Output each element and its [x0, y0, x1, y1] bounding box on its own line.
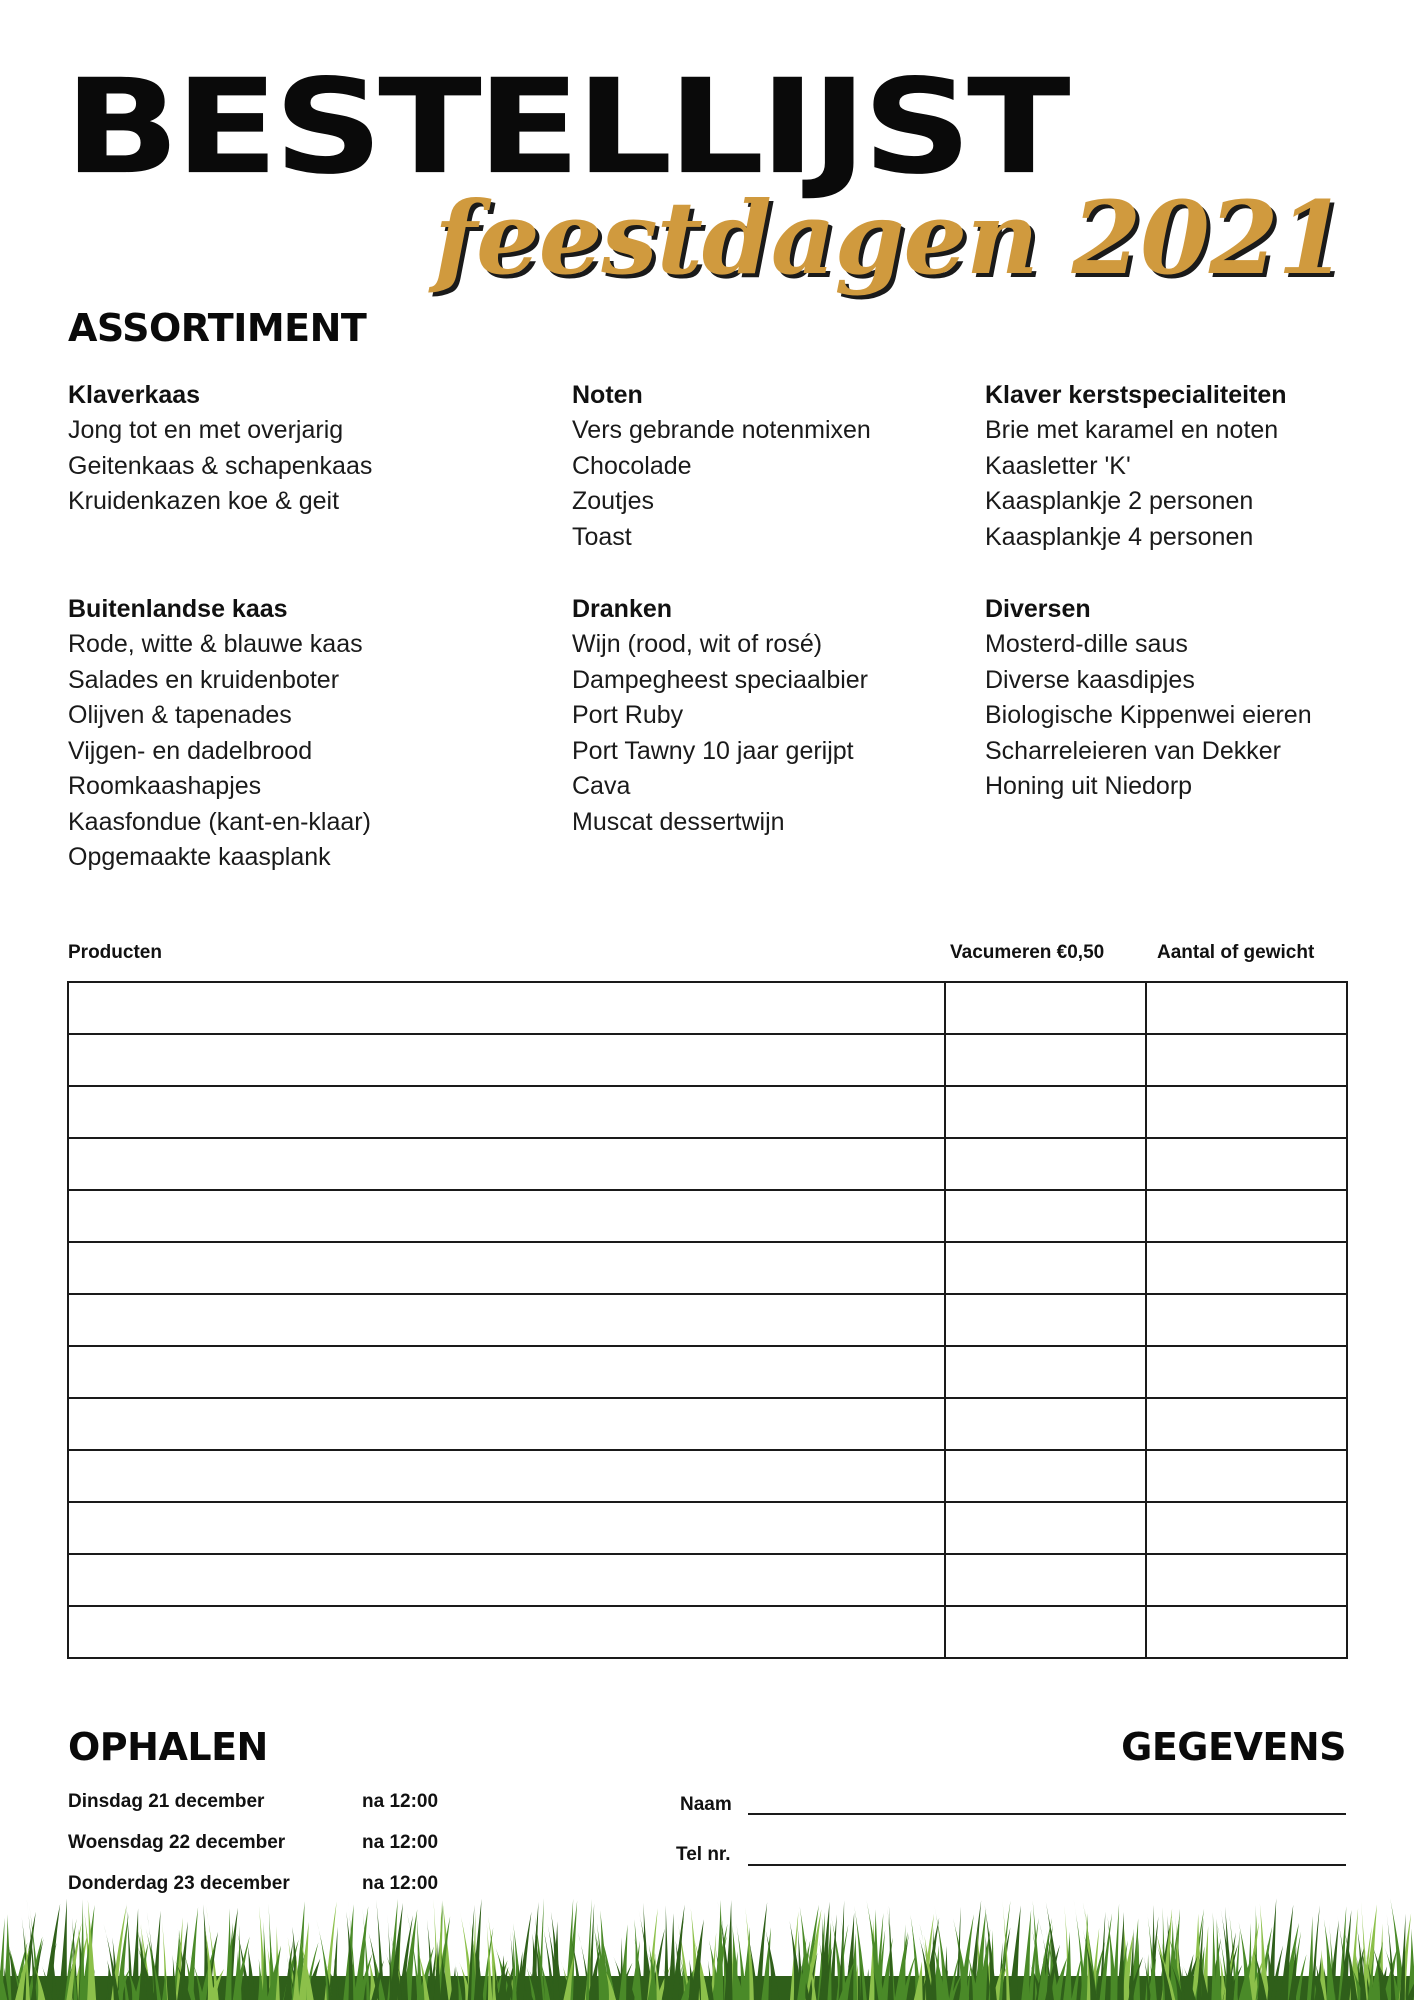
order-row	[68, 1554, 1347, 1606]
order-row	[68, 1606, 1347, 1658]
category-item: Dampegheest speciaalbier	[572, 665, 869, 694]
order-row	[68, 1138, 1347, 1190]
product-cell[interactable]	[68, 1086, 945, 1138]
product-cell[interactable]	[68, 1502, 945, 1554]
amount-cell[interactable]	[1146, 1034, 1347, 1086]
order-row	[68, 1346, 1347, 1398]
category-diversen	[985, 591, 1312, 805]
pickup-time: na 12:00	[362, 1873, 439, 1894]
category-item: Scharreleieren van Dekker	[985, 736, 1281, 765]
pickup-slot	[68, 1832, 438, 1854]
vacuum-cell[interactable]	[945, 1034, 1146, 1086]
vacuum-cell[interactable]	[945, 1086, 1146, 1138]
category-buitenlandse-kaas	[68, 591, 371, 876]
product-cell[interactable]	[68, 982, 945, 1034]
order-row	[68, 1502, 1347, 1554]
grass-blade	[634, 1919, 641, 2000]
name-label: Naam	[680, 1794, 732, 1815]
amount-cell[interactable]	[1146, 1554, 1347, 1606]
amount-cell[interactable]	[1146, 1242, 1347, 1294]
category-item: Jong tot en met overjarig	[68, 416, 344, 444]
product-cell[interactable]	[68, 1346, 945, 1398]
vacuum-cell[interactable]	[945, 1138, 1146, 1190]
amount-cell[interactable]	[1146, 982, 1347, 1034]
grass-blade	[225, 1908, 231, 2000]
category-item: Diverse kaasdipjes	[985, 665, 1195, 694]
order-row	[68, 982, 1347, 1034]
category-item: Port Tawny 10 jaar gerijpt	[572, 736, 854, 765]
order-table	[67, 981, 1348, 1659]
product-cell[interactable]	[68, 1450, 945, 1502]
category-item: Kruidenkazen koe & geit	[68, 487, 340, 515]
order-row	[68, 1034, 1347, 1086]
category-kerstspecialiteiten	[985, 377, 1287, 555]
column-header-vacuum: Vacumeren €0,50	[950, 942, 1105, 963]
grass-blade	[1211, 1912, 1216, 2000]
order-row	[68, 1294, 1347, 1346]
amount-cell[interactable]	[1146, 1294, 1347, 1346]
pickup-day: Dinsdag 21 december	[68, 1791, 265, 1812]
product-cell[interactable]	[68, 1294, 945, 1346]
product-cell[interactable]	[68, 1034, 945, 1086]
category-item: Olijven & tapenades	[68, 701, 292, 729]
category-item: Toast	[572, 522, 632, 551]
category-item: Cava	[572, 772, 631, 800]
vacuum-cell[interactable]	[945, 1606, 1146, 1658]
category-title: Diversen	[985, 595, 1091, 623]
category-item: Wijn (rood, wit of rosé)	[572, 630, 823, 658]
pickup-time: na 12:00	[362, 1832, 439, 1853]
order-row	[68, 1190, 1347, 1242]
category-title: Noten	[572, 381, 643, 409]
vacuum-cell[interactable]	[945, 1398, 1146, 1450]
vacuum-cell[interactable]	[945, 1190, 1146, 1242]
category-title: Klaverkaas	[68, 381, 201, 409]
category-item: Biologische Kippenwei eieren	[985, 701, 1312, 729]
ophalen-heading: OPHALEN	[68, 1725, 268, 1769]
category-klaverkaas	[68, 377, 372, 520]
vacuum-cell[interactable]	[945, 1450, 1146, 1502]
category-item: Kaasplankje 2 personen	[985, 487, 1254, 515]
category-item: Port Ruby	[572, 701, 684, 729]
vacuum-cell[interactable]	[945, 1502, 1146, 1554]
pickup-day: Woensdag 22 december	[68, 1832, 286, 1853]
vacuum-cell[interactable]	[945, 1346, 1146, 1398]
name-field[interactable]	[748, 1813, 1346, 1815]
phone-field[interactable]	[748, 1864, 1346, 1866]
product-cell[interactable]	[68, 1138, 945, 1190]
vacuum-cell[interactable]	[945, 1294, 1146, 1346]
category-item: Muscat dessertwijn	[572, 807, 785, 836]
order-row	[68, 1242, 1347, 1294]
product-cell[interactable]	[68, 1242, 945, 1294]
category-item: Opgemaakte kaasplank	[68, 843, 331, 871]
category-title: Klaver kerstspecialiteiten	[985, 381, 1287, 409]
amount-cell[interactable]	[1146, 1450, 1347, 1502]
product-cell[interactable]	[68, 1190, 945, 1242]
amount-cell[interactable]	[1146, 1138, 1347, 1190]
amount-cell[interactable]	[1146, 1606, 1347, 1658]
category-item: Rode, witte & blauwe kaas	[68, 630, 363, 658]
category-title: Dranken	[572, 595, 673, 623]
order-row	[68, 1450, 1347, 1502]
grass-blade	[643, 1903, 650, 2000]
category-title: Buitenlandse kaas	[68, 595, 288, 623]
category-item: Kaasplankje 4 personen	[985, 522, 1254, 551]
column-header-amount: Aantal of gewicht	[1157, 942, 1315, 963]
category-item: Salades en kruidenboter	[68, 665, 340, 694]
category-item: Chocolade	[572, 451, 692, 480]
amount-cell[interactable]	[1146, 1086, 1347, 1138]
amount-cell[interactable]	[1146, 1190, 1347, 1242]
amount-cell[interactable]	[1146, 1398, 1347, 1450]
product-cell[interactable]	[68, 1398, 945, 1450]
pickup-time: na 12:00	[362, 1791, 439, 1812]
product-cell[interactable]	[68, 1606, 945, 1658]
order-row	[68, 1398, 1347, 1450]
phone-label: Tel nr.	[676, 1844, 731, 1865]
page-title: BESTELLIJST	[64, 50, 1066, 204]
order-row	[68, 1086, 1347, 1138]
grass-blade	[664, 1905, 669, 2000]
pickup-day: Donderdag 23 december	[68, 1873, 290, 1894]
gegevens-heading: GEGEVENS	[1121, 1725, 1346, 1769]
category-item: Mosterd-dille saus	[985, 630, 1188, 658]
category-item: Honing uit Niedorp	[985, 772, 1193, 800]
assortiment-heading: ASSORTIMENT	[68, 306, 367, 350]
product-cell[interactable]	[68, 1554, 945, 1606]
category-item: Vijgen- en dadelbrood	[68, 736, 313, 765]
category-item: Roomkaashapjes	[68, 772, 262, 800]
category-item: Vers gebrande notenmixen	[572, 416, 871, 444]
page-subtitle: feestdagen 2021	[434, 179, 1346, 297]
vacuum-cell[interactable]	[945, 1554, 1146, 1606]
category-item: Kaasletter 'K'	[985, 451, 1131, 480]
pickup-slot	[68, 1791, 438, 1813]
amount-cell[interactable]	[1146, 1346, 1347, 1398]
category-item: Brie met karamel en noten	[985, 416, 1279, 444]
category-dranken	[572, 591, 868, 840]
vacuum-cell[interactable]	[945, 1242, 1146, 1294]
column-header-products: Producten	[68, 942, 162, 963]
amount-cell[interactable]	[1146, 1502, 1347, 1554]
pickup-slot	[68, 1873, 438, 1895]
category-noten	[572, 377, 871, 555]
grass-decoration	[0, 1898, 1414, 2000]
category-item: Kaasfondue (kant-en-klaar)	[68, 807, 371, 836]
vacuum-cell[interactable]	[945, 982, 1146, 1034]
category-item: Geitenkaas & schapenkaas	[68, 451, 373, 480]
category-item: Zoutjes	[572, 487, 654, 515]
